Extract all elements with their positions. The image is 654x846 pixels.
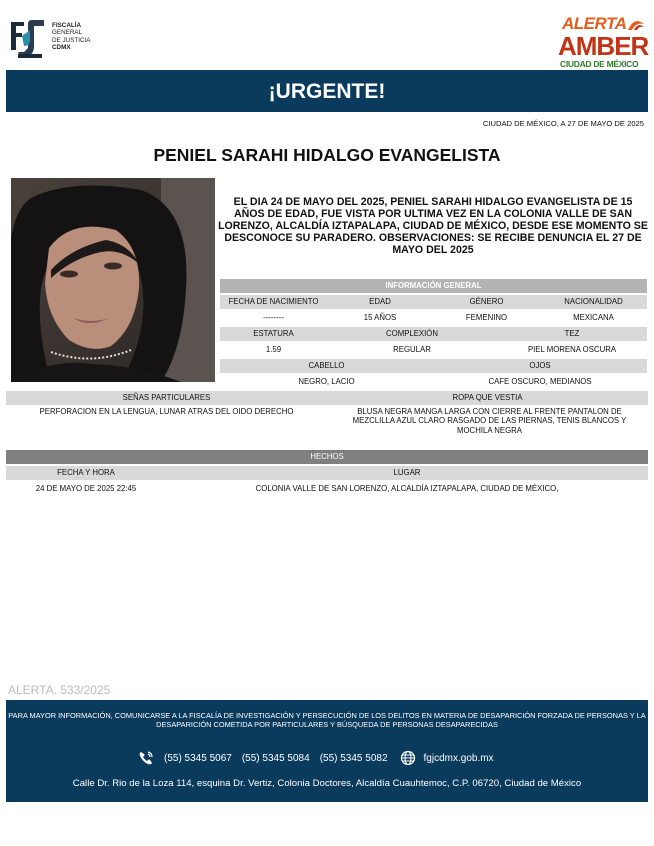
alerta-amber-logo (556, 14, 648, 70)
amber-logo-top: ALERTA (562, 14, 627, 33)
clothing-label: ROPA QUE VESTIA (452, 393, 523, 402)
senas-label: SEÑAS PARTICULARES (122, 393, 211, 402)
gender-label: GÉNERO (469, 297, 504, 306)
phone-number-1[interactable]: (55) 5345 5067 (164, 752, 232, 764)
features-heading-row (6, 391, 648, 405)
info-values-row-1 (220, 311, 647, 325)
hair-label: CABELLO (308, 361, 345, 370)
info-values-row-2 (220, 343, 647, 357)
birthdate-label: FECHA DE NACIMIENTO (228, 297, 319, 306)
complexion-label: TEZ (564, 329, 580, 338)
lugar-value: COLONIA VALLE DE SAN LORENZO, ALCALDÍA IZTAPALAPA, CIUDAD DE MÉXICO, (255, 484, 559, 493)
age-label: EDAD (369, 297, 391, 306)
info-values-row-3 (220, 375, 647, 389)
alert-number: ALERTA. 533/2025 (8, 683, 111, 697)
urgent-banner: ¡URGENTE! (6, 70, 648, 112)
age-value: 15 AÑOS (363, 313, 397, 322)
eyes-value: CAFE OSCURO, MEDIANOS (488, 377, 592, 386)
info-labels-row-3 (220, 359, 647, 373)
hair-value: NEGRO, LACIO (298, 377, 355, 386)
lugar-label: LUGAR (393, 468, 421, 477)
missing-person-photo (11, 178, 215, 382)
document-date: CIUDAD DE MÉXICO, A 27 DE MAYO DE 2025 (482, 119, 644, 128)
agency-name (52, 22, 91, 52)
hechos-heading: HECHOS (6, 450, 648, 464)
case-description: EL DIA 24 DE MAYO DEL 2025, PENIEL SARAHI HIDALGO EVANGELISTA DE 15 AÑOS DE EDAD, FUE VISTA POR ULTIMA VEZ EN LA COLONIA VALLE DE SAN LORENZO, ALCALDÍA IZTAPALAPA, CIUDAD DE MÉXICO, DESDE ESE MOMENTO SE DESCONOCE SU PARADERO. OBSERVACIONES: SE RECIBE DENUNCIA EL 27 DE MAYO DEL 2025 (218, 196, 648, 257)
phone-number-3[interactable]: (55) 5345 5082 (319, 752, 388, 764)
height-value: 1.59 (265, 345, 282, 354)
globe-icon (400, 750, 416, 766)
height-label: ESTATURA (253, 329, 294, 338)
fecha-hora-value: 24 DE MAYO DE 2025 22:45 (35, 484, 137, 493)
contact-row (138, 750, 504, 766)
birthdate-value: -------- (263, 313, 284, 322)
build-value: REGULAR (393, 345, 431, 354)
complexion-value: PIEL MORENA OSCURA (527, 345, 617, 354)
build-label: COMPLEXIÓN (386, 329, 438, 338)
senas-value: PERFORACION EN LA LENGUA, LUNAR ATRAS DEL OIDO DERECHO (39, 407, 294, 416)
footer-address: Calle Dr. Rio de la Loza 114, esquina Dr. Vertiz, Colonia Doctores, Alcaldía Cuauhtemoc, C.P. 06720, Ciudad de México (72, 778, 582, 789)
eyes-label: OJOS (529, 361, 551, 370)
info-labels-row-2 (220, 327, 647, 341)
website-link[interactable]: fgjcdmx.gob.mx (423, 752, 494, 764)
agency-line: DE JUSTICIA (52, 36, 91, 44)
phone-number-2[interactable]: (55) 5345 5084 (241, 752, 310, 764)
agency-line: GENERAL (52, 29, 83, 37)
features-values-row (6, 407, 648, 435)
gender-value: FEMENINO (465, 313, 508, 322)
footer (6, 700, 648, 802)
hechos-values-row (6, 483, 648, 495)
amber-logo-mid: AMBER (558, 31, 649, 61)
hechos-labels-row (6, 466, 648, 480)
clothing-value: BLUSA NEGRA MANGA LARGA CON CIERRE AL FRENTE PANTALON DE MEZCLILLA AZUL CLARO RASGADO DE LAS PIERNAS, TENIS BLANCOS Y MOCHILA NEGRA (352, 407, 627, 435)
person-name: PENIEL SARAHI HIDALGO EVANGELISTA (153, 145, 501, 165)
agency-line: CDMX (52, 44, 71, 52)
header (0, 0, 654, 70)
footer-notice: PARA MAYOR INFORMACIÓN, COMUNICARSE A LA FISCALÍA DE INVESTIGACIÓN Y PERSECUCIÓN DE LOS DELITOS EN MATERIA DE DESAPARICIÓN FORZADA DE PERSONAS Y LA DESAPARICIÓN COMETIDA POR PARTICULARES Y BÚSQUEDA DE PERSONAS DESAPARECIDAS (8, 711, 646, 729)
sun-icon (626, 18, 646, 32)
fecha-hora-label: FECHA Y HORA (57, 468, 115, 477)
amber-logo-bottom: CIUDAD DE MÉXICO (560, 59, 639, 69)
phone-icon (138, 750, 154, 766)
info-labels-row-1 (220, 295, 647, 309)
nationality-label: NACIONALIDAD (564, 297, 623, 306)
fgj-logo (8, 16, 48, 64)
general-info-heading: INFORMACIÓN GENERAL (220, 279, 647, 293)
agency-line: FISCALÍA (52, 22, 82, 29)
nationality-value: MEXICANA (573, 313, 614, 322)
